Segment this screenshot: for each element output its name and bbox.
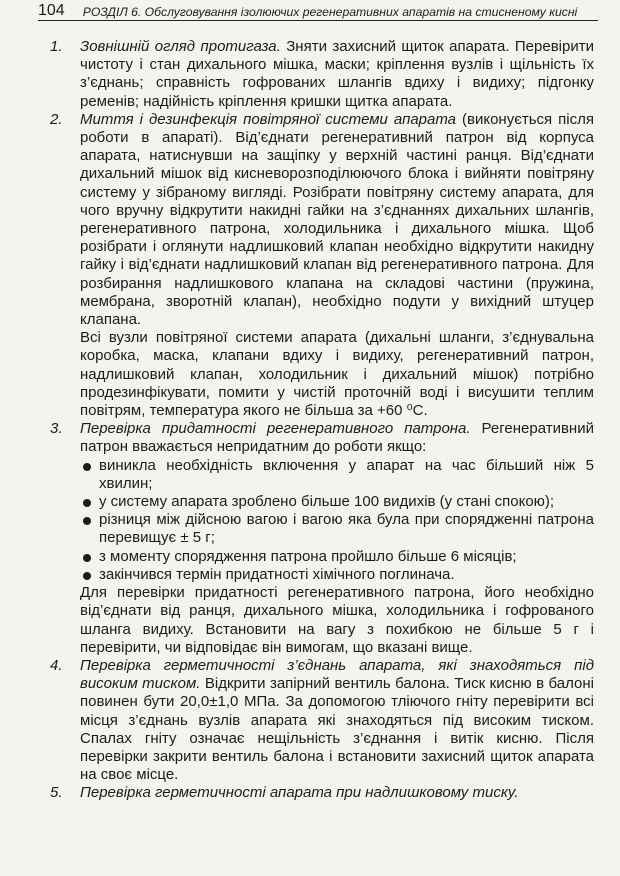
item-lead: Перевірка герметичності апарата при надлишковому тиску. (80, 784, 519, 802)
list-item-4 (50, 657, 594, 784)
bullet-item: у систему апарата зроблено більше 100 видихів (у стані спокою); (80, 493, 594, 511)
item-text: Зняти захисний щиток апарата. Перевірити чистоту і стан дихального мішка, маски; кріплення вузлів і щільність їх з’єднань; справність гофрованих шлангів вдиху і видиху; підгонку ременів; надійність кріплення кришки щитка апарата. (80, 38, 594, 110)
item-paragraph (80, 111, 594, 329)
item-lead: Зовнішній огляд протигаза. (80, 38, 281, 55)
page-number: 104 (38, 2, 65, 19)
item-text: Відкрити запірний вентиль балона. Тиск кисню в балоні повинен бути 20,0±1,0 МПа. За допомогою тліючого гніту перевірити всі місця з’єднань вузлів апарата які знаходяться під високим тиском. Спалах гніту означає нещільність з’єднання і витік кисню. Після перевірки закрити вентиль балона і встановити захисний щиток апарата на своє місце. (80, 675, 594, 784)
item-text: Регенеративний патрон вважається непридатним до роботи якщо: (80, 420, 594, 456)
item-lead: Перевірка придатності регенеративного патрона. (80, 420, 471, 438)
item-lead: Перевірка герметичності з’єднань апарата, які знаходяться під високим тиском. (80, 656, 594, 693)
list-item-5 (50, 784, 594, 802)
item-paragraph (80, 38, 594, 111)
item-paragraph (80, 784, 594, 802)
item-paragraph (80, 657, 594, 784)
item-number: 1. (50, 38, 63, 55)
item-number: 4. (50, 656, 63, 674)
item-paragraph-2: Всі вузли повітряної системи апарата (дихальні шланги, з’єднувальна коробка, маска, клапани вдиху і видиху, регенеративний патрон, надлишковий клапан, холодильник і дихальний мішок) потрібно продезинфікувати, помити у чистій проточній воді і висушити теплим повітрям, температура якого не більша за +60 ⁰С. (80, 329, 594, 420)
item-number: 5. (50, 784, 63, 802)
page-header (38, 0, 598, 21)
bullet-item: виникла необхідність включення у апарат на час більший ніж 5 хвилин; (80, 457, 594, 493)
item-text: (виконується після роботи в апараті). Від’єднати регенеративний патрон від корпуса апарата, натиснувши на защіпку у верхній частині ранця. Від’єднати дихальний мішок від кисневорозподілюючого блока і вийняти повітряну систему у зібраному вигляді. Розібрати повітряну систему апарата, для чого вручну відкрутити накидні гайки на з’єднаннях дихальних шлангів, регенеративного патрона, холодильника і дихального мішка. Щоб розібрати і оглянути надлишковий клапан необхідно відкрутити накидну гайку і від’єднати надлишковий клапан від регенеративного патрона. Для розбирання надлишкового клапана на складові частини (пружина, мембрана, зворотній клапан), необхідно подути у вихідний штуцер клапана. (80, 110, 594, 329)
bullet-item: з моменту спорядження патрона пройшло більше 6 місяців; (80, 548, 594, 566)
bullet-item: різниця між дійсною вагою і вагою яка була при спорядженні патрона перевищує ± 5 г; (80, 511, 594, 547)
item-number: 3. (50, 420, 63, 438)
item-paragraph (80, 420, 594, 456)
bullet-item: закінчився термін придатності хімічного поглинача. (80, 566, 594, 584)
running-title: РОЗДІЛ 6. Обслуговування ізолюючих регенеративних апаратів на стисненому кисні (82, 5, 578, 19)
item-number: 2. (50, 110, 63, 128)
bullet-list (80, 457, 594, 584)
list-item-3 (50, 420, 594, 657)
item-lead: Миття і дезинфекція повітряної системи апарата (80, 110, 457, 128)
item-paragraph-2: Для перевірки придатності регенеративного патрона, його необхідно від’єднати від ранця, дихального мішка, холодильника і гофрованого шланга видиху. Встановити на вагу з похибкою не більше 5 г і перевірити, чи відповідає він вимогам, що вказані вище. (80, 584, 594, 656)
list-item-1 (50, 38, 594, 111)
list-item-2 (50, 111, 594, 420)
page-content (50, 38, 594, 803)
